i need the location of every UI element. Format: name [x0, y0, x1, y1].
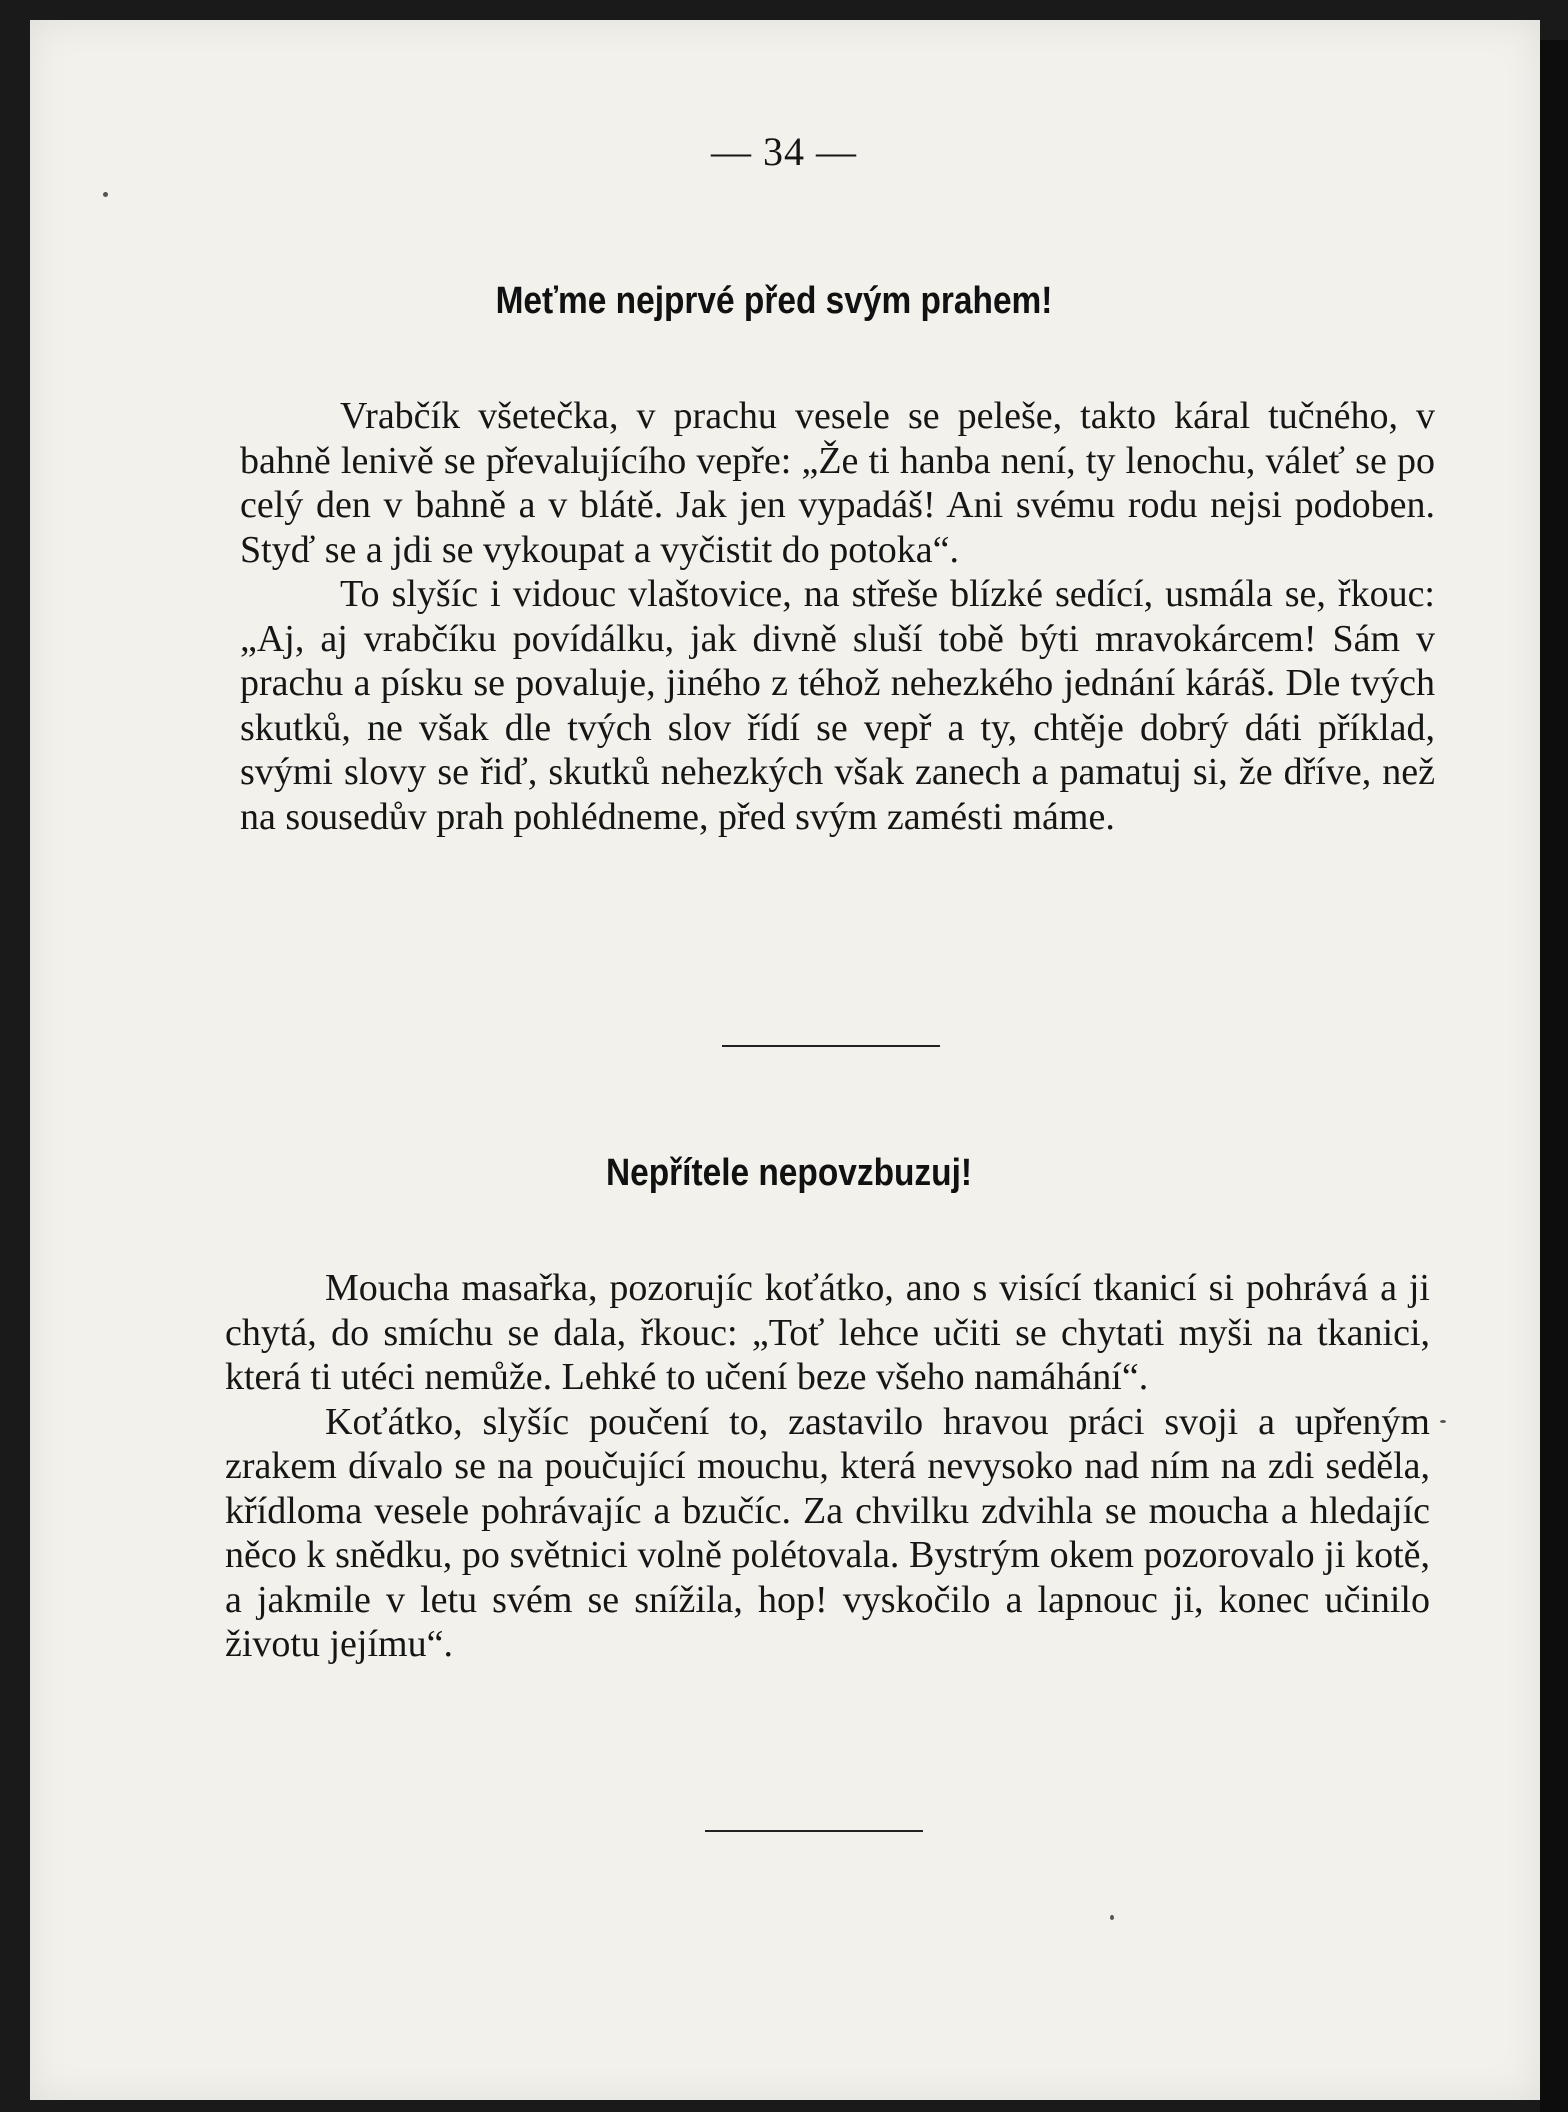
- section-title-1: Meťme nejprvé před svým prahem!: [495, 280, 1053, 322]
- section-divider: [722, 1045, 940, 1047]
- paper-speck: [1440, 1420, 1446, 1423]
- section-title-2: Nepřítele nepovzbuzuj!: [605, 1152, 972, 1194]
- paragraph: Vrabčík všetečka, v prachu vesele se peleše, takto káral tučného, v bahně lenivě se převalujícího vepře: „Že ti hanba není, ty lenochu, váleť se po celý den v bahně a v blátě. Jak jen vypadáš! Ani svému rodu nejsi podoben. Styď se a jdi se vykoupat a vyčistit do potoka“.: [240, 395, 1435, 571]
- book-page: [30, 20, 1540, 2100]
- paragraph: Koťátko, slyšíc poučení to, zastavilo hravou práci svoji a upřeným zrakem dívalo se na poučující mouchu, která nevysoko nad ním na zdi seděla, křídloma vesele pohrávajíc a bzučíc. Za chvilku zdvihla se moucha a hledajíc něco k snědku, po světnici volně polétovala. Bystrým okem pozorovalo ji kotě, a jakmile v letu svém se snížila, hop! vyskočilo a lapnouc ji, konec učinilo životu jejímu“.: [225, 1400, 1430, 1665]
- paper-speck: [1110, 1915, 1114, 1920]
- paper-speck: [103, 192, 108, 197]
- section-divider: [705, 1830, 923, 1832]
- paragraph: To slyšíc i vidouc vlaštovice, na střeše blízké sedící, usmála se, řkouc: „Aj, aj vrabčíku povídálku, jak divně sluší tobě býti mravokárcem! Sám v prachu a písku se povaluje, jiného z téhož nehezkého jednání káráš. Dle tvých skutků, ne však dle tvých slov řídí se vepř a ty, chtěje dobrý dáti příklad, svými slovy se řiď, skutků nehezkých však zanech a pamatuj si, že dříve, než na sousedův prah pohlédneme, před svým zamésti máme.: [240, 573, 1435, 838]
- paragraph: Moucha masařka, pozorujíc koťátko, ano s visící tkanicí si pohrává a ji chytá, do smíchu se dala, řkouc: „Toť lehce učiti se chytati myši na tkanici, která ti utéci nemůže. Lehké to učení beze všeho namáhání“.: [225, 1267, 1430, 1398]
- section-body-2: [225, 1266, 1430, 1667]
- page-number: — 34 —: [711, 129, 857, 174]
- page-edge-shadow: [1540, 40, 1568, 2112]
- section-body-1: [240, 394, 1435, 839]
